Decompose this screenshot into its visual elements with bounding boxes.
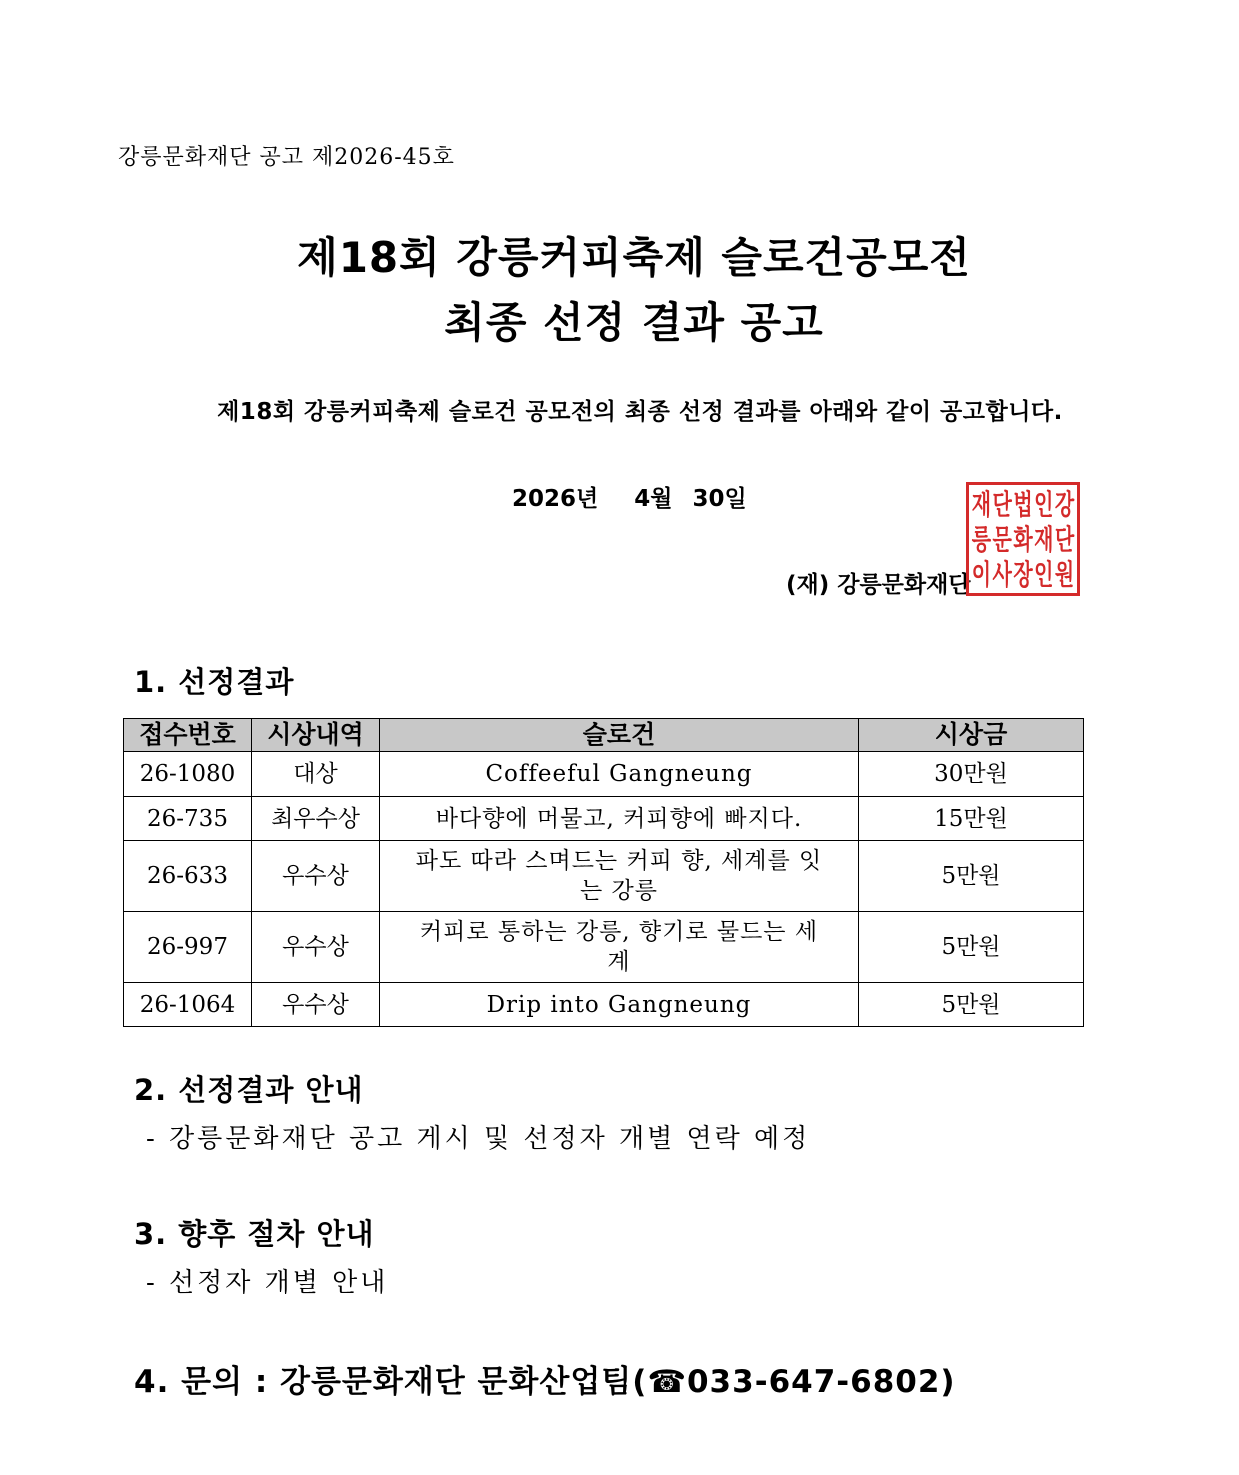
seal-glyph: 문 [992, 522, 1012, 556]
cell-slogan: 커피로 통하는 강릉, 향기로 물드는 세계 [380, 912, 859, 983]
seal-glyph: 인 [1034, 556, 1054, 591]
cell-prize: 5만원 [859, 841, 1084, 912]
seal-glyph: 단 [992, 487, 1012, 522]
seal-glyph: 인 [1034, 487, 1054, 522]
seal-glyph: 재 [1034, 522, 1054, 556]
seal-glyph: 재 [971, 487, 992, 522]
cell-receipt-number: 26-1080 [124, 752, 252, 797]
cell-receipt-number: 26-633 [124, 841, 252, 912]
cell-slogan: Drip into Gangneung [380, 983, 859, 1027]
date-day: 30일 [692, 486, 747, 512]
cell-prize: 15만원 [859, 797, 1084, 841]
official-seal [966, 482, 1080, 596]
organization-name: (재) 강릉문화재단 [786, 572, 971, 598]
header-receipt-number: 접수번호 [124, 719, 252, 752]
cell-award: 우수상 [252, 983, 380, 1027]
table-row [124, 841, 1084, 912]
seal-glyph: 화 [1013, 522, 1033, 556]
cell-receipt-number: 26-997 [124, 912, 252, 983]
results-table [123, 718, 1084, 1027]
seal-glyph: 원 [1054, 556, 1075, 591]
section-2-body: - 강릉문화재단 공고 게시 및 선정자 개별 연락 예정 [146, 1124, 811, 1154]
date-month: 4월 [634, 486, 673, 512]
section-2-heading: 2. 선정결과 안내 [134, 1073, 364, 1107]
cell-slogan: Coffeeful Gangneung [380, 752, 859, 797]
seal-glyph: 장 [1013, 556, 1033, 591]
document-title: 제18회 강릉커피축제 슬로건공모전 [297, 233, 971, 282]
table-row [124, 752, 1084, 797]
cell-award: 최우수상 [252, 797, 380, 841]
cell-slogan: 파도 따라 스며드는 커피 향, 세계를 잇는 강릉 [380, 841, 859, 912]
cell-receipt-number: 26-1064 [124, 983, 252, 1027]
cell-slogan: 바다향에 머물고, 커피향에 빠지다. [380, 797, 859, 841]
seal-glyph: 강 [1054, 487, 1075, 522]
seal-glyph: 단 [1054, 522, 1075, 556]
seal-glyph: 이 [971, 556, 992, 591]
table-header-row [124, 719, 1084, 752]
seal-glyph: 법 [1013, 487, 1033, 522]
cell-receipt-number: 26-735 [124, 797, 252, 841]
intro-text: 제18회 강릉커피축제 슬로건 공모전의 최종 선정 결과를 아래와 같이 공고합니다. [217, 399, 1063, 425]
cell-award: 대상 [252, 752, 380, 797]
cell-award: 우수상 [252, 841, 380, 912]
cell-prize: 5만원 [859, 983, 1084, 1027]
cell-award: 우수상 [252, 912, 380, 983]
cell-prize: 5만원 [859, 912, 1084, 983]
section-3-heading: 3. 향후 절차 안내 [134, 1217, 375, 1251]
header-award: 시상내역 [252, 719, 380, 752]
table-row [124, 983, 1084, 1027]
announcement-date [512, 480, 783, 513]
table-row [124, 912, 1084, 983]
section-1-heading: 1. 선정결과 [134, 665, 295, 699]
cell-prize: 30만원 [859, 752, 1084, 797]
section-4-contact: 4. 문의 : 강릉문화재단 문화산업팀(☎033-647-6802) [134, 1364, 956, 1400]
header-slogan: 슬로건 [380, 719, 859, 752]
seal-glyph: 사 [992, 556, 1012, 591]
table-row [124, 797, 1084, 841]
header-prize: 시상금 [859, 719, 1084, 752]
date-year: 2026년 [512, 486, 599, 512]
section-3-body: - 선정자 개별 안내 [146, 1268, 389, 1298]
document-subtitle: 최종 선정 결과 공고 [444, 298, 824, 347]
seal-glyph: 릉 [971, 522, 992, 556]
notice-number: 강릉문화재단 공고 제2026-45호 [118, 145, 455, 170]
